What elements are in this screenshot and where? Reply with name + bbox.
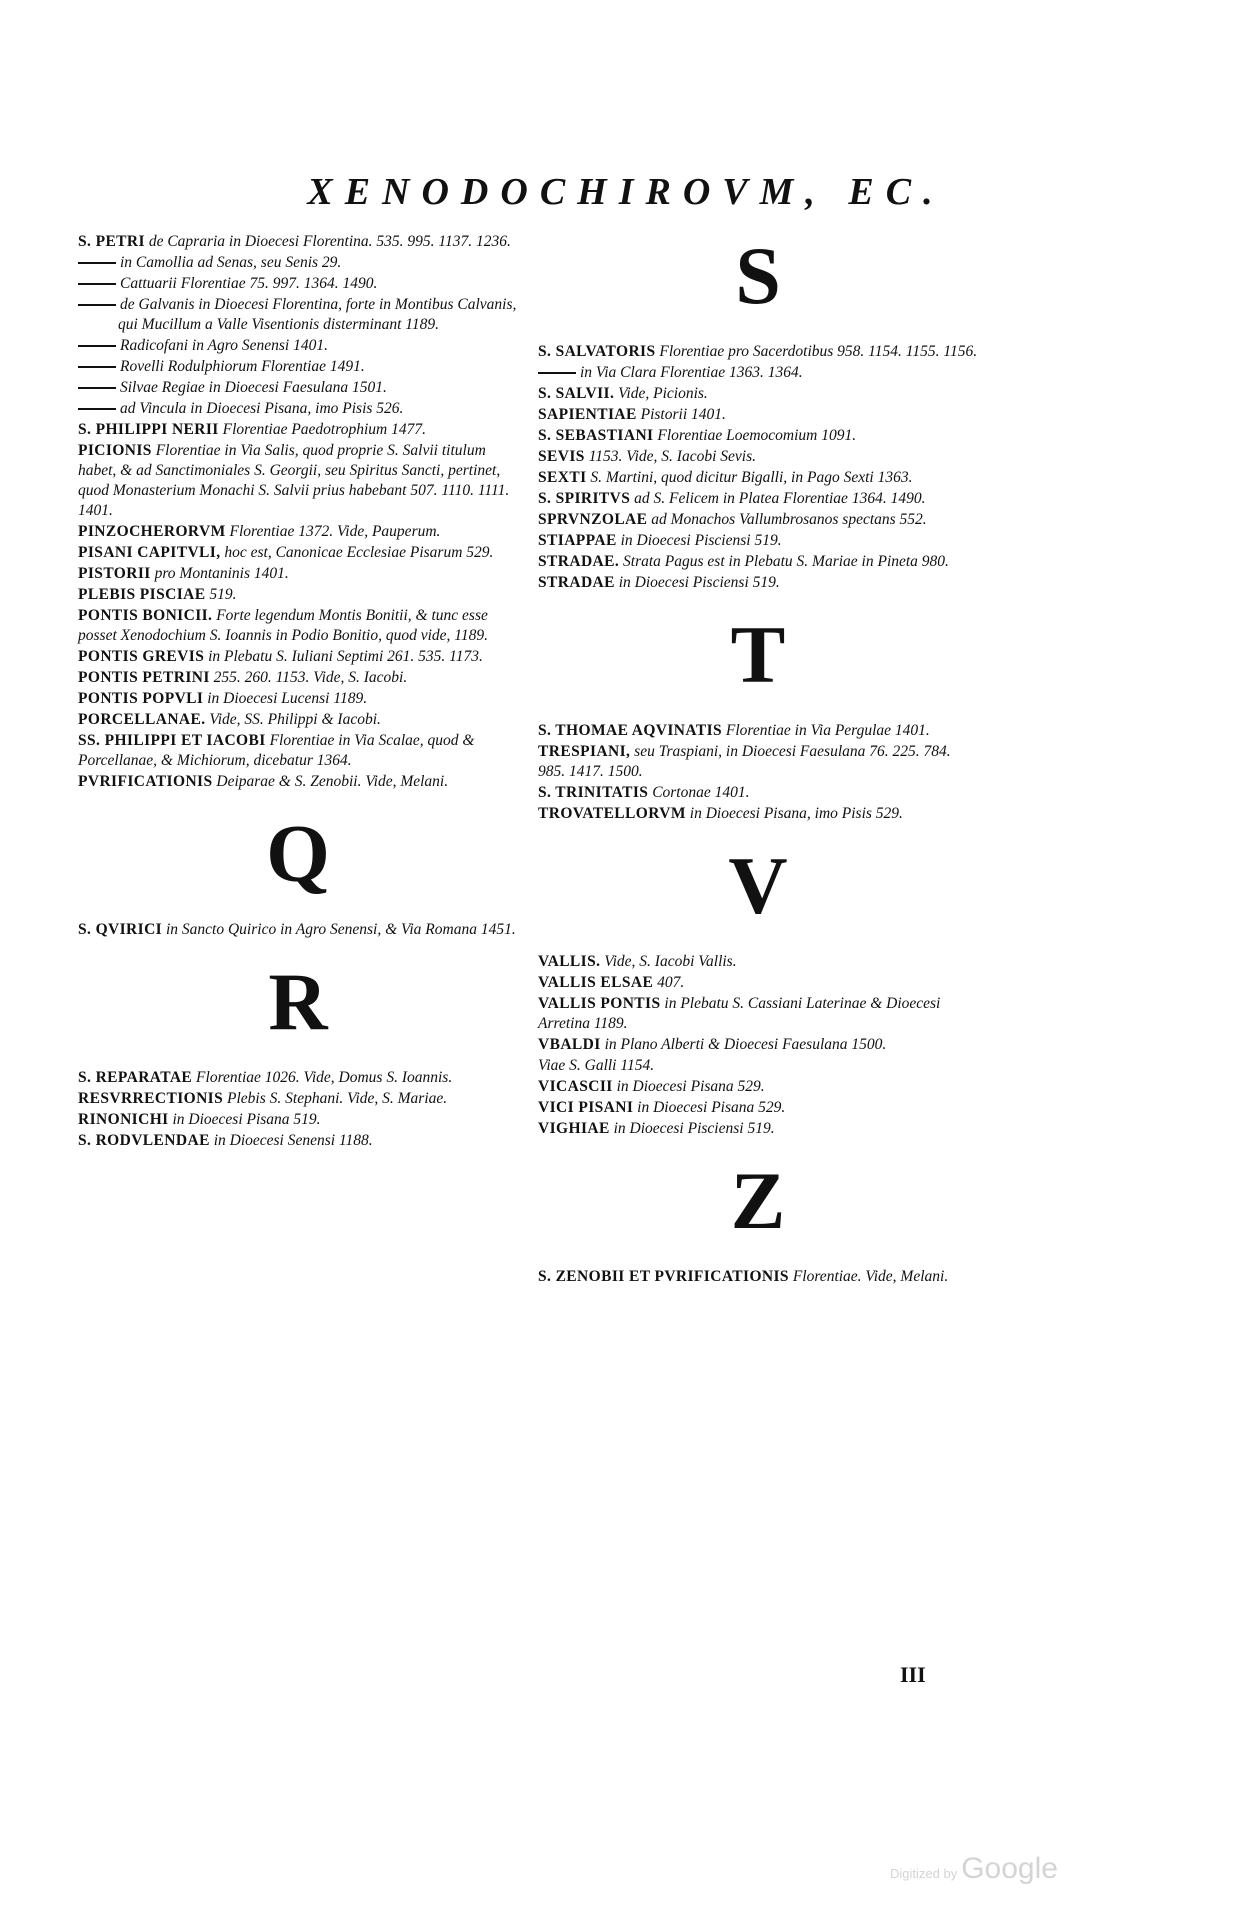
index-entry	[78, 1131, 518, 1151]
entry-text: Florentiae. Vide, Melani.	[792, 1268, 949, 1285]
entry-heading: S. SALVATORIS	[538, 343, 656, 360]
section-letter-q: Q	[266, 808, 330, 899]
ditto-dash	[78, 262, 116, 264]
entry-text: in Via Clara Florentiae 1363. 1364.	[580, 364, 803, 381]
entry-text: Cattuarii Florentiae 75. 997. 1364. 1490.	[120, 275, 378, 292]
entry-heading: PONTIS GREVIS	[78, 648, 205, 665]
index-entry	[538, 1267, 978, 1287]
entry-heading: PVRIFICATIONIS	[78, 773, 213, 790]
entry-heading: RESVRRECTIONIS	[78, 1090, 224, 1107]
entry-heading: PINZOCHERORVM	[78, 523, 226, 540]
entry-text: Vide, Picionis.	[618, 385, 708, 402]
entries-v	[538, 952, 978, 1139]
entry-heading: VICASCII	[538, 1078, 613, 1095]
ditto-dash	[78, 283, 116, 285]
entry-text: Silvae Regiae in Dioecesi Faesulana 1501.	[120, 379, 387, 396]
index-entry	[78, 399, 518, 419]
entry-text: in Plano Alberti & Dioecesi Faesulana 1500.	[604, 1036, 887, 1053]
entry-heading: SPRVNZOLAE	[538, 511, 648, 528]
ditto-dash	[538, 372, 576, 374]
entry-heading: PONTIS BONICII.	[78, 607, 213, 624]
entry-heading: STRADAE	[538, 574, 615, 591]
entry-text: in Dioecesi Pisciensi 519.	[613, 1120, 775, 1137]
index-entry	[78, 1089, 518, 1109]
entry-text: in Dioecesi Pisana 529.	[616, 1078, 765, 1095]
index-entry	[538, 510, 978, 530]
entry-heading: PISTORII	[78, 565, 151, 582]
entry-text: Florentiae Loemocomium 1091.	[657, 427, 857, 444]
entry-text: Florentiae in Via Pergulae 1401.	[725, 722, 930, 739]
entry-heading: S. PETRI	[78, 233, 145, 250]
entry-heading: S. PHILIPPI NERII	[78, 421, 219, 438]
entry-heading: PICIONIS	[78, 442, 152, 459]
index-entry	[78, 920, 518, 940]
entry-heading: RINONICHI	[78, 1111, 169, 1128]
index-entry	[538, 363, 978, 383]
entries-p	[78, 232, 518, 792]
entry-text: Florentiae 1026. Vide, Domus S. Ioannis.	[196, 1069, 453, 1086]
index-entry	[538, 1098, 978, 1118]
entry-text: seu Traspiani, in Dioecesi Faesulana 76. 225. 784. 985. 1417. 1500.	[538, 743, 951, 780]
entry-text: in Dioecesi Pisana, imo Pisis 529.	[689, 805, 903, 822]
entry-heading: STRADAE.	[538, 553, 620, 570]
entry-heading: SS. PHILIPPI ET IACOBI	[78, 732, 266, 749]
entry-heading: TRESPIANI,	[538, 743, 631, 760]
index-entry	[78, 274, 518, 294]
section-letter-z: Z	[730, 1155, 786, 1246]
entry-text: Florentiae Paedotrophium 1477.	[222, 421, 426, 438]
entry-heading: S. QVIRICI	[78, 921, 163, 938]
entry-heading: VALLIS PONTIS	[538, 995, 661, 1012]
entry-text: Cortonae 1401.	[652, 784, 750, 801]
entry-text: Florentiae pro Sacerdotibus 958. 1154. 1155. 1156.	[659, 343, 978, 360]
index-entry	[78, 295, 518, 335]
entry-text: Florentiae in Via Scalae, quod & Porcellanae, & Michiorum, dicebatur 1364.	[78, 732, 475, 769]
entry-heading: S. ZENOBII ET PVRIFICATIONIS	[538, 1268, 789, 1285]
index-entry	[78, 441, 518, 521]
right-column	[538, 232, 978, 1288]
entry-text: Rovelli Rodulphiorum Florentiae 1491.	[120, 358, 365, 375]
entry-text: S. Martini, quod dicitur Bigalli, in Pago Sexti 1363.	[590, 469, 913, 486]
index-entry	[538, 721, 978, 741]
index-entry	[538, 783, 978, 803]
entry-heading: S. THOMAE AQVINATIS	[538, 722, 723, 739]
entry-heading: TROVATELLORVM	[538, 805, 686, 822]
entry-heading: PONTIS POPVLI	[78, 690, 204, 707]
entry-text: Vide, SS. Philippi & Iacobi.	[209, 711, 381, 728]
index-entry	[538, 1056, 978, 1076]
ditto-dash	[78, 387, 116, 389]
entry-text: de Capraria in Dioecesi Florentina. 535. 995. 1137. 1236.	[148, 233, 511, 250]
entry-text: Radicofani in Agro Senensi 1401.	[120, 337, 328, 354]
index-entry	[538, 342, 978, 362]
index-entry	[538, 952, 978, 972]
index-entry	[78, 420, 518, 440]
index-entry	[538, 468, 978, 488]
index-entry	[78, 378, 518, 398]
entry-text: in Dioecesi Pisciensi 519.	[618, 574, 780, 591]
entry-heading: S. RODVLENDAE	[78, 1132, 210, 1149]
entry-text: 519.	[209, 586, 237, 603]
entry-text: Forte legendum Montis Bonitii, & tunc esse posset Xenodochium S. Ioannis in Podio Bonitio, quod vide, 1189.	[78, 607, 488, 644]
index-entry	[538, 384, 978, 404]
index-entry	[78, 357, 518, 377]
index-entry	[538, 1035, 978, 1055]
entry-text: ad S. Felicem in Platea Florentiae 1364. 1490.	[634, 490, 926, 507]
section-letter-r: R	[268, 956, 328, 1047]
section-letter-v: V	[728, 840, 788, 931]
index-entry	[538, 742, 978, 782]
section-letter-t: T	[730, 609, 786, 700]
entry-heading: S. REPARATAE	[78, 1069, 193, 1086]
index-entry	[78, 522, 518, 542]
entry-text: Viae S. Galli 1154.	[538, 1057, 655, 1074]
ditto-dash	[78, 304, 116, 306]
entries-t	[538, 721, 978, 824]
entry-text: 255. 260. 1153. Vide, S. Iacobi.	[213, 669, 408, 686]
entry-heading: S. SEBASTIANI	[538, 427, 654, 444]
entry-heading: S. TRINITATIS	[538, 784, 649, 801]
page-title: XENODOCHIROVM, EC.	[307, 171, 945, 213]
index-entry	[78, 731, 518, 771]
section-letter-s: S	[735, 230, 781, 321]
entry-heading: PLEBIS PISCIAE	[78, 586, 206, 603]
entry-heading: S. SPIRITVS	[538, 490, 631, 507]
entry-heading: VBALDI	[538, 1036, 601, 1053]
entry-text: hoc est, Canonicae Ecclesiae Pisarum 529.	[224, 544, 494, 561]
index-entry	[78, 1110, 518, 1130]
entry-text: Florentiae in Via Salis, quod proprie S. Salvii titulum habet, & ad Sanctimoniales S. Georgii, seu Spiritus Sancti, pertinet, quod Monasterium Monachi S. Salvii prius habebant 507. 1110. 1111. 1401.	[78, 442, 510, 519]
entries-z	[538, 1267, 978, 1287]
entry-heading: STIAPPAE	[538, 532, 617, 549]
entry-heading: VALLIS ELSAE	[538, 974, 654, 991]
entry-heading: PORCELLANAE.	[78, 711, 206, 728]
index-entry	[78, 232, 518, 252]
entry-text: in Sancto Quirico in Agro Senensi, & Via Romana 1451.	[165, 921, 516, 938]
index-entry	[78, 668, 518, 688]
entry-text: pro Montaninis 1401.	[154, 565, 289, 582]
watermark-prefix: Digitized by	[890, 1866, 958, 1881]
index-entry	[538, 973, 978, 993]
entry-heading: VIGHIAE	[538, 1120, 610, 1137]
entry-heading: PONTIS PETRINI	[78, 669, 210, 686]
index-entry	[538, 994, 978, 1034]
entry-heading: S. SALVII.	[538, 385, 615, 402]
index-entry	[538, 573, 978, 593]
watermark	[890, 1852, 1058, 1886]
entry-text: Strata Pagus est in Plebatu S. Mariae in Pineta 980.	[623, 553, 949, 570]
page-number: III	[900, 1662, 926, 1687]
entries-s	[538, 342, 978, 593]
entry-heading: SAPIENTIAE	[538, 406, 637, 423]
index-entry	[538, 804, 978, 824]
entry-heading: VICI PISANI	[538, 1099, 634, 1116]
entry-text: de Galvanis in Dioecesi Florentina, forte in Montibus Calvanis, qui Mucillum a Valle Visentionis disterminant 1189.	[118, 296, 517, 333]
entry-text: 1153. Vide, S. Iacobi Sevis.	[588, 448, 756, 465]
index-entry	[78, 1068, 518, 1088]
entry-text: Pistorii 1401.	[640, 406, 726, 423]
entry-text: in Camollia ad Senas, seu Senis 29.	[120, 254, 342, 271]
index-entry	[78, 253, 518, 273]
entry-text: in Plebatu S. Iuliani Septimi 261. 535. 1173.	[208, 648, 483, 665]
index-entry	[538, 405, 978, 425]
ditto-dash	[78, 366, 116, 368]
entry-heading: PISANI CAPITVLI,	[78, 544, 221, 561]
index-entry	[78, 772, 518, 792]
index-entry	[78, 543, 518, 563]
entry-text: ad Vincula in Dioecesi Pisana, imo Pisis 526.	[120, 400, 404, 417]
entry-text: Florentiae 1372. Vide, Pauperum.	[229, 523, 441, 540]
entry-text: in Dioecesi Pisciensi 519.	[620, 532, 782, 549]
index-entry	[538, 426, 978, 446]
index-entry	[78, 585, 518, 605]
entry-text: 407.	[657, 974, 685, 991]
entry-text: ad Monachos Vallumbrosanos spectans 552.	[651, 511, 927, 528]
entry-text: Vide, S. Iacobi Vallis.	[604, 953, 737, 970]
index-entry	[538, 1077, 978, 1097]
entry-heading: SEXTI	[538, 469, 587, 486]
entry-text: in Dioecesi Senensi 1188.	[213, 1132, 373, 1149]
index-entry	[538, 552, 978, 572]
index-entry	[78, 710, 518, 730]
entry-heading: VALLIS.	[538, 953, 601, 970]
entry-text: Plebis S. Stephani. Vide, S. Mariae.	[227, 1090, 448, 1107]
entries-q	[78, 920, 518, 940]
index-entry	[538, 1119, 978, 1139]
entry-heading: SEVIS	[538, 448, 585, 465]
entries-r	[78, 1068, 518, 1151]
entry-text: in Dioecesi Pisana 519.	[172, 1111, 321, 1128]
index-entry	[538, 447, 978, 467]
entry-text: in Dioecesi Lucensi 1189.	[207, 690, 368, 707]
entry-text: in Plebatu S. Cassiani Laterinae & Dioecesi Arretina 1189.	[538, 995, 941, 1032]
watermark-text: Google	[961, 1852, 1058, 1885]
index-entry	[78, 336, 518, 356]
index-entry	[538, 531, 978, 551]
index-entry	[78, 564, 518, 584]
ditto-dash	[78, 345, 116, 347]
entry-text: in Dioecesi Pisana 529.	[637, 1099, 786, 1116]
index-entry	[78, 606, 518, 646]
ditto-dash	[78, 408, 116, 410]
index-entry	[78, 647, 518, 667]
left-column	[78, 232, 518, 1152]
index-entry	[538, 489, 978, 509]
index-entry	[78, 689, 518, 709]
entry-text: Deiparae & S. Zenobii. Vide, Melani.	[216, 773, 449, 790]
